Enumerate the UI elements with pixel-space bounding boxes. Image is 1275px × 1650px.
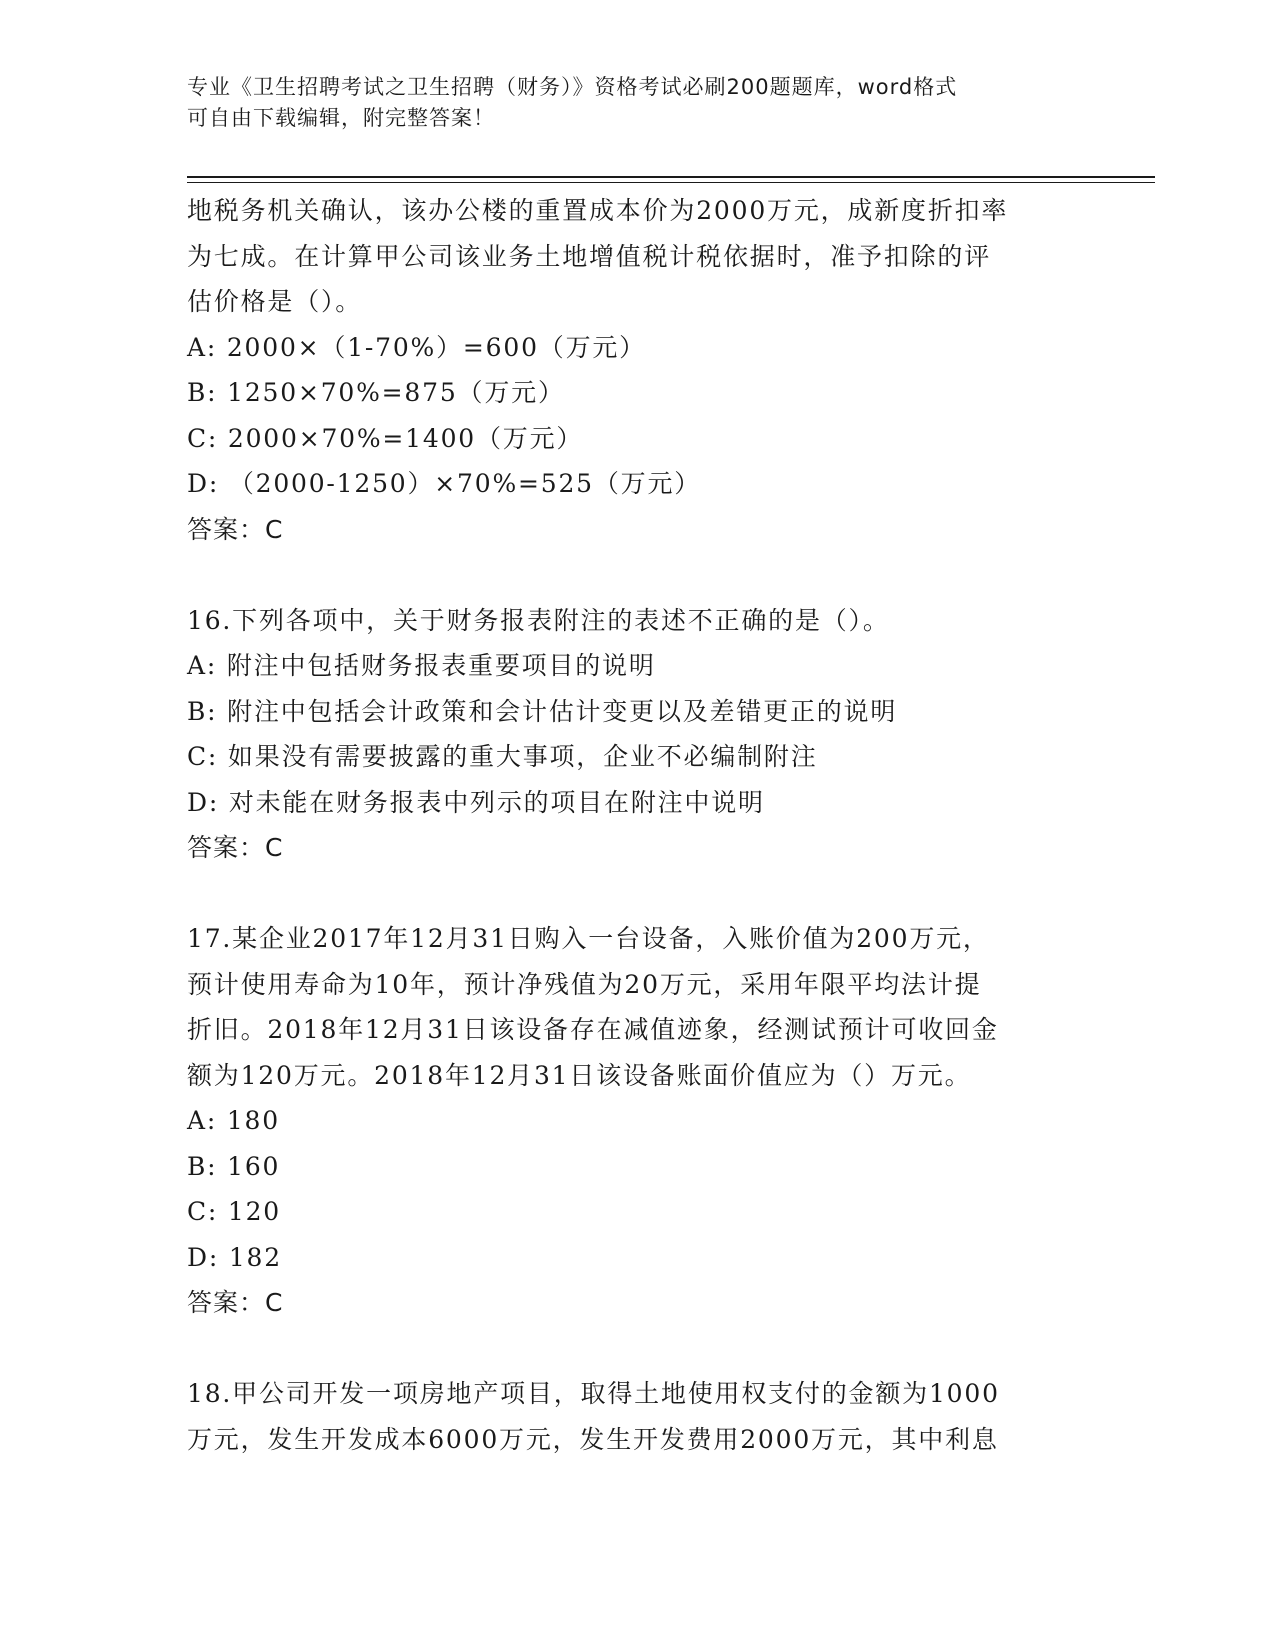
question-text: 为七成。在计算甲公司该业务土地增值税计税依据时，准予扣除的评: [187, 241, 992, 271]
option-d: D: 对未能在财务报表中列示的项目在附注中说明: [187, 787, 765, 817]
answer-label: 答案：C: [187, 1288, 284, 1317]
question-16: [187, 598, 1087, 871]
question-15: [187, 188, 1087, 552]
spacer: [187, 552, 1087, 598]
option-d: D: 182: [187, 1242, 282, 1272]
header-divider-thin: [187, 182, 1155, 183]
option-c: C: 120: [187, 1197, 282, 1226]
header-title-line-1: 专业《卫生招聘考试之卫生招聘（财务）》资格考试必刷200题题库，word格式: [187, 75, 958, 99]
option-d: D: （2000-1250）×70%=525（万元）: [187, 469, 702, 498]
question-text: 16.下列各项中，关于财务报表附注的表述不正确的是（）。: [187, 605, 890, 635]
question-content: [187, 188, 1087, 1462]
question-text: 估价格是（）。: [187, 287, 363, 316]
option-a: A: 附注中包括财务报表重要项目的说明: [187, 651, 656, 680]
option-b: B: 附注中包括会计政策和会计估计变更以及差错更正的说明: [187, 696, 898, 726]
header-title-line-2: 可自由下载编辑，附完整答案！: [187, 106, 495, 130]
question-18: [187, 1371, 1087, 1462]
question-text: 折旧。2018年12月31日该设备存在减值迹象，经测试预计可收回金: [187, 1015, 999, 1044]
spacer: [187, 871, 1087, 917]
question-text: 18.甲公司开发一项房地产项目，取得土地使用权支付的金额为1000: [187, 1379, 1000, 1408]
option-b: B: 1250×70%=875（万元）: [187, 378, 565, 407]
option-a: A: 2000×（1-70%）=600（万元）: [187, 332, 646, 362]
answer-label: 答案：C: [187, 833, 284, 862]
option-c: C: 2000×70%=1400（万元）: [187, 423, 584, 453]
document-header: [187, 72, 1087, 134]
question-text: 17.某企业2017年12月31日购入一台设备，入账价值为200万元，: [187, 924, 990, 953]
question-text: 额为120万元。2018年12月31日该设备账面价值应为（）万元。: [187, 1060, 972, 1090]
question-text: 预计使用寿命为10年，预计净残值为20万元，采用年限平均法计提: [187, 969, 982, 999]
spacer: [187, 1326, 1087, 1372]
question-text: 万元，发生开发成本6000万元，发生开发费用2000万元，其中利息: [187, 1424, 999, 1454]
question-text: 地税务机关确认，该办公楼的重置成本价为2000万元，成新度折扣率: [187, 196, 1009, 225]
answer-label: 答案：C: [187, 514, 284, 544]
option-a: A: 180: [187, 1106, 280, 1135]
option-b: B: 160: [187, 1151, 281, 1181]
question-17: [187, 916, 1087, 1326]
header-divider-thick: [187, 176, 1155, 178]
option-c: C: 如果没有需要披露的重大事项，企业不必编制附注: [187, 742, 818, 771]
